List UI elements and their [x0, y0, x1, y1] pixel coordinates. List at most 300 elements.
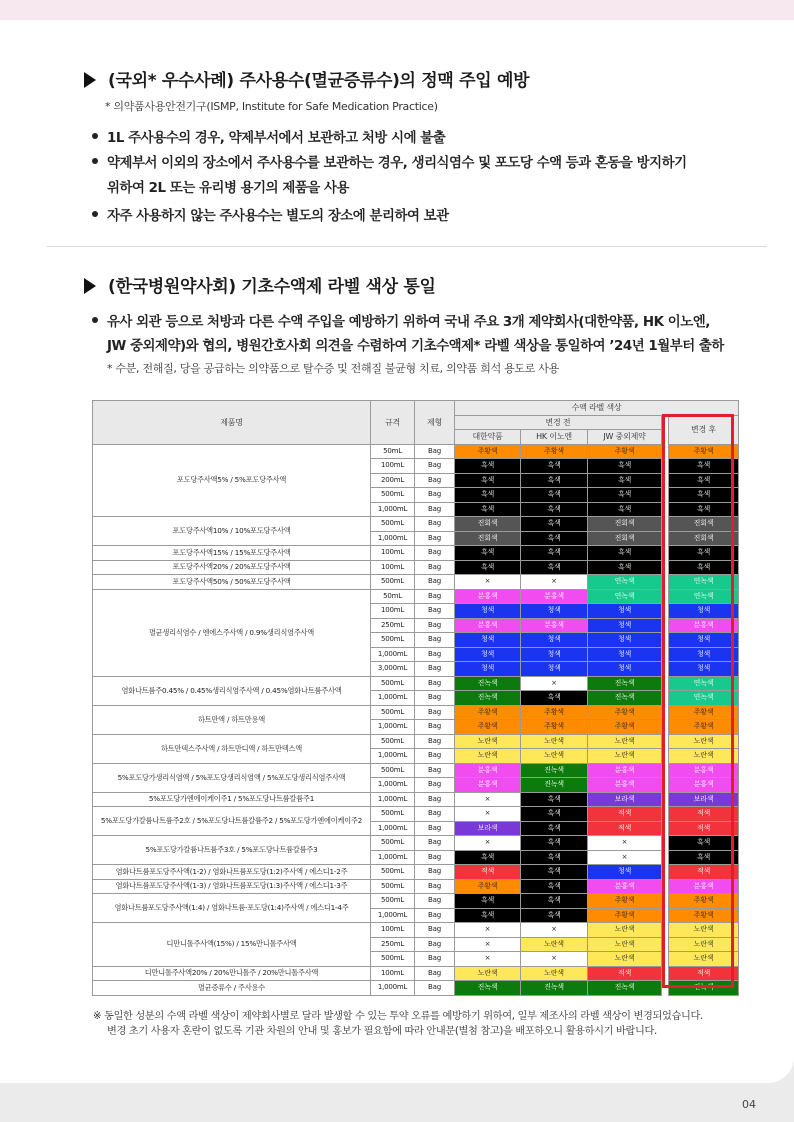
- before-color-cell: 노란색: [455, 734, 521, 749]
- before-color-cell: 청색: [588, 633, 662, 648]
- before-color-cell: 흑색: [521, 807, 588, 822]
- gap-cell: [662, 575, 669, 590]
- header-before: 변경 전: [455, 415, 662, 430]
- after-color-cell: 적색: [669, 865, 739, 880]
- before-color-cell: 진녹색: [521, 778, 588, 793]
- after-color-cell: 흑색: [669, 850, 739, 865]
- gap-cell: [662, 546, 669, 561]
- form-cell: Bag: [415, 589, 455, 604]
- form-cell: Bag: [415, 618, 455, 633]
- product-name-cell: 염화나트륨포도당주사액(1-3) / 염화나트륨포도당(1:3)주사액 / 에스디1-3주: [93, 879, 371, 894]
- before-color-cell: 흑색: [521, 865, 588, 880]
- triangle-bullet-icon: [84, 72, 96, 88]
- gap-cell: [662, 720, 669, 735]
- spec-cell: 100mL: [371, 459, 415, 474]
- form-cell: Bag: [415, 488, 455, 503]
- gap-cell: [662, 488, 669, 503]
- spec-cell: 500mL: [371, 517, 415, 532]
- before-color-cell: 흑색: [521, 879, 588, 894]
- table-row: [93, 836, 739, 851]
- before-color-cell: 진회색: [588, 517, 662, 532]
- before-color-cell: 보라색: [588, 792, 662, 807]
- after-color-cell: 청색: [669, 647, 739, 662]
- before-color-cell: 진녹색: [455, 691, 521, 706]
- form-cell: Bag: [415, 763, 455, 778]
- after-color-cell: 주황색: [669, 705, 739, 720]
- product-name-cell: 포도당주사액20% / 20%포도당주사액: [93, 560, 371, 575]
- triangle-bullet-icon: [84, 278, 96, 294]
- table-body: [93, 444, 739, 995]
- before-color-cell: 분홍색: [455, 778, 521, 793]
- after-color-cell: 분홍색: [669, 778, 739, 793]
- after-color-cell: 주황색: [669, 720, 739, 735]
- before-color-cell: 적색: [455, 865, 521, 880]
- spec-cell: 50mL: [371, 589, 415, 604]
- before-color-cell: 주황색: [588, 705, 662, 720]
- before-color-cell: 노란색: [455, 749, 521, 764]
- before-color-cell: 분홍색: [455, 618, 521, 633]
- spec-cell: 500mL: [371, 734, 415, 749]
- before-color-cell: 흑색: [455, 459, 521, 474]
- before-color-cell: 청색: [588, 618, 662, 633]
- before-color-cell: 흑색: [455, 850, 521, 865]
- gap-cell: [662, 792, 669, 807]
- after-color-cell: 흑색: [669, 546, 739, 561]
- before-color-cell: 흑색: [521, 488, 588, 503]
- before-color-cell: 흑색: [588, 546, 662, 561]
- spec-cell: 1,000mL: [371, 792, 415, 807]
- before-color-cell: 주황색: [455, 879, 521, 894]
- gap-cell: [662, 560, 669, 575]
- before-color-cell: 청색: [588, 647, 662, 662]
- before-color-cell: 청색: [521, 647, 588, 662]
- form-cell: Bag: [415, 792, 455, 807]
- spec-cell: 1,000mL: [371, 778, 415, 793]
- before-color-cell: 진녹색: [588, 981, 662, 996]
- product-name-cell: 하트만액 / 하트만용액: [93, 705, 371, 734]
- spec-cell: 1,000mL: [371, 821, 415, 836]
- product-name-cell: 염화나트륨포도당주사액(1:4) / 염화나트륨-포도당(1:4)주사액 / 에스디1-4주: [93, 894, 371, 923]
- table-row: [93, 966, 739, 981]
- spec-cell: 100mL: [371, 546, 415, 561]
- spec-cell: 500mL: [371, 807, 415, 822]
- table-row: [93, 444, 739, 459]
- before-color-cell: 흑색: [455, 502, 521, 517]
- before-color-cell: 흑색: [588, 502, 662, 517]
- after-color-cell: 흑색: [669, 488, 739, 503]
- spec-cell: 1,000mL: [371, 908, 415, 923]
- spec-cell: 1,000mL: [371, 981, 415, 996]
- before-color-cell: 노란색: [588, 923, 662, 938]
- before-color-cell: 청색: [521, 604, 588, 619]
- table-row: [93, 792, 739, 807]
- form-cell: Bag: [415, 604, 455, 619]
- before-color-cell: 흑색: [455, 546, 521, 561]
- section1-bullet-2: 약제부서 이외의 장소에서 주사용수를 보관하는 경우, 생리식염수 및 포도당 수액 등과 혼동을 방지하기: [92, 152, 687, 171]
- before-color-cell: 흑색: [521, 792, 588, 807]
- form-cell: Bag: [415, 778, 455, 793]
- spec-cell: 500mL: [371, 836, 415, 851]
- before-color-cell: 분홍색: [588, 879, 662, 894]
- before-color-cell: 노란색: [588, 937, 662, 952]
- gap-cell: [662, 763, 669, 778]
- gap-cell: [662, 473, 669, 488]
- gap-cell: [662, 734, 669, 749]
- section1-bullet-1: 1L 주사용수의 경우, 약제부서에서 보관하고 처방 시에 불출: [92, 127, 445, 146]
- product-name-cell: 하트만덱스주사액 / 하트만디액 / 하트만덱스액: [93, 734, 371, 763]
- after-color-cell: 적색: [669, 966, 739, 981]
- after-color-cell: 노란색: [669, 749, 739, 764]
- before-color-cell: 주황색: [588, 444, 662, 459]
- gap-cell: [662, 821, 669, 836]
- before-color-cell: 노란색: [455, 966, 521, 981]
- product-name-cell: 포도당주사액15% / 15%포도당주사액: [93, 546, 371, 561]
- form-cell: Bag: [415, 807, 455, 822]
- spec-cell: 500mL: [371, 488, 415, 503]
- form-cell: Bag: [415, 633, 455, 648]
- page-number: 04: [742, 1098, 756, 1111]
- product-name-cell: 5%포도당가칼륨나트륨주2호 / 5%포도당나트륨칼륨주2 / 5%포도당가엔에이케이주2: [93, 807, 371, 836]
- after-color-cell: 흑색: [669, 560, 739, 575]
- gap-cell: [662, 807, 669, 822]
- gap-cell: [662, 749, 669, 764]
- spec-cell: 200mL: [371, 473, 415, 488]
- table-row: [93, 734, 739, 749]
- before-color-cell: 노란색: [521, 749, 588, 764]
- spec-cell: 1,000mL: [371, 720, 415, 735]
- before-color-cell: 흑색: [521, 894, 588, 909]
- before-color-cell: ×: [455, 807, 521, 822]
- table-row: [93, 546, 739, 561]
- product-name-cell: 염화나트륨포도당주사액(1-2) / 염화나트륨포도당(1:2)주사액 / 에스디1-2주: [93, 865, 371, 880]
- form-cell: Bag: [415, 502, 455, 517]
- gap-cell: [662, 676, 669, 691]
- after-color-cell: 청색: [669, 604, 739, 619]
- after-color-cell: 청색: [669, 662, 739, 677]
- before-color-cell: 분홍색: [588, 778, 662, 793]
- form-cell: Bag: [415, 734, 455, 749]
- after-color-cell: 흑색: [669, 502, 739, 517]
- before-color-cell: ×: [455, 937, 521, 952]
- gap-cell: [662, 923, 669, 938]
- spec-cell: 100mL: [371, 966, 415, 981]
- spec-cell: 1,000mL: [371, 691, 415, 706]
- before-color-cell: 노란색: [521, 937, 588, 952]
- gap-cell: [662, 937, 669, 952]
- before-color-cell: 흑색: [455, 560, 521, 575]
- after-color-cell: 흑색: [669, 473, 739, 488]
- bullet-dot-icon: [92, 133, 98, 139]
- spec-cell: 500mL: [371, 879, 415, 894]
- form-cell: Bag: [415, 966, 455, 981]
- before-color-cell: 주황색: [521, 720, 588, 735]
- before-color-cell: 청색: [521, 633, 588, 648]
- label-color-table: [92, 400, 739, 996]
- product-name-cell: 염화나트륨주0.45% / 0.45%생리식염주사액 / 0.45%염화나트륨주사액: [93, 676, 371, 705]
- gap-cell: [662, 966, 669, 981]
- spec-cell: 500mL: [371, 676, 415, 691]
- after-color-cell: 분홍색: [669, 618, 739, 633]
- form-cell: Bag: [415, 952, 455, 967]
- gap-cell: [662, 589, 669, 604]
- before-color-cell: 보라색: [455, 821, 521, 836]
- after-color-cell: 진회색: [669, 531, 739, 546]
- before-color-cell: 흑색: [588, 473, 662, 488]
- header-form: 제형: [415, 401, 455, 445]
- before-color-cell: 흑색: [521, 459, 588, 474]
- product-name-cell: 5%포도당가칼륨나트륨주3호 / 5%포도당나트륨칼륨주3: [93, 836, 371, 865]
- before-color-cell: 흑색: [455, 908, 521, 923]
- bullet-dot-icon: [92, 158, 98, 164]
- before-color-cell: 진녹색: [588, 691, 662, 706]
- spec-cell: 100mL: [371, 923, 415, 938]
- gap-cell: [662, 618, 669, 633]
- spec-cell: 500mL: [371, 705, 415, 720]
- header-company-3: JW 중외제약: [588, 430, 662, 445]
- after-color-cell: 보라색: [669, 792, 739, 807]
- gap-cell: [662, 981, 669, 996]
- form-cell: Bag: [415, 923, 455, 938]
- after-color-cell: 노란색: [669, 952, 739, 967]
- bullet-dot-icon: [92, 317, 98, 323]
- after-color-cell: 진녹색: [669, 981, 739, 996]
- table-row: [93, 575, 739, 590]
- before-color-cell: 흑색: [521, 473, 588, 488]
- form-cell: Bag: [415, 575, 455, 590]
- section2-title-text: (한국병원약사회) 기초수액제 라벨 색상 통일: [108, 277, 436, 297]
- gap-cell: [662, 879, 669, 894]
- spec-cell: 1,000mL: [371, 531, 415, 546]
- gap-cell: [662, 836, 669, 851]
- form-cell: Bag: [415, 850, 455, 865]
- before-color-cell: 분홍색: [588, 763, 662, 778]
- before-color-cell: 청색: [455, 662, 521, 677]
- after-color-cell: 흑색: [669, 836, 739, 851]
- before-color-cell: ×: [521, 575, 588, 590]
- before-color-cell: 진녹색: [588, 676, 662, 691]
- before-color-cell: 분홍색: [521, 589, 588, 604]
- gap-cell: [662, 778, 669, 793]
- after-color-cell: 연녹색: [669, 589, 739, 604]
- spec-cell: 1,000mL: [371, 749, 415, 764]
- table-row: [93, 894, 739, 909]
- before-color-cell: 흑색: [588, 488, 662, 503]
- form-cell: Bag: [415, 647, 455, 662]
- section1-title-text: (국외* 우수사례) 주사용수(멸균증류수)의 정맥 주입 예방: [108, 71, 530, 91]
- spec-cell: 50mL: [371, 444, 415, 459]
- before-color-cell: ×: [521, 923, 588, 938]
- form-cell: Bag: [415, 836, 455, 851]
- section2-bullet-1-cont: JW 중외제약)와 협의, 병원간호사회 의견을 수렴하여 기초수액제* 라벨 색상을 통일하여 ’24년 1월부터 출하: [107, 339, 724, 354]
- spec-cell: 500mL: [371, 894, 415, 909]
- before-color-cell: 흑색: [521, 691, 588, 706]
- product-name-cell: 멸균증류수 / 주사용수: [93, 981, 371, 996]
- form-cell: Bag: [415, 662, 455, 677]
- spec-cell: 250mL: [371, 618, 415, 633]
- table-row: [93, 763, 739, 778]
- before-color-cell: ×: [521, 676, 588, 691]
- before-color-cell: 진회색: [588, 531, 662, 546]
- before-color-cell: 흑색: [521, 821, 588, 836]
- before-color-cell: 흑색: [588, 560, 662, 575]
- gap-cell: [662, 705, 669, 720]
- before-color-cell: 흑색: [455, 894, 521, 909]
- before-color-cell: 연녹색: [588, 575, 662, 590]
- section1-title: [84, 66, 529, 91]
- table-row: [93, 676, 739, 691]
- gap-cell: [662, 865, 669, 880]
- before-color-cell: 진녹색: [455, 981, 521, 996]
- footnote-line-2: 변경 초기 사용자 혼란이 없도록 기관 차원의 안내 및 홍보가 필요함에 따라 안내문(별첨 참고)을 배포하오니 활용하시기 바랍니다.: [107, 1026, 657, 1037]
- form-cell: Bag: [415, 865, 455, 880]
- before-color-cell: 노란색: [588, 749, 662, 764]
- table-row: [93, 923, 739, 938]
- spec-cell: 500mL: [371, 575, 415, 590]
- before-color-cell: 분홍색: [455, 589, 521, 604]
- spec-cell: 3,000mL: [371, 662, 415, 677]
- before-color-cell: ×: [455, 952, 521, 967]
- form-cell: Bag: [415, 444, 455, 459]
- product-name-cell: 5%포도당가엔에이케이주1 / 5%포도당나트륨칼륨주1: [93, 792, 371, 807]
- form-cell: Bag: [415, 459, 455, 474]
- section2-note: * 수분, 전해질, 당을 공급하는 의약품으로 탈수증 및 전해질 불균형 치료, 의약품 희석 용도로 사용: [107, 362, 559, 375]
- gap-cell: [662, 531, 669, 546]
- product-name-cell: 멸균생리식염수 / 엔에스주사액 / 0.9%생리식염주사액: [93, 589, 371, 676]
- bullet-dot-icon: [92, 211, 98, 217]
- header-company-1: 대한약품: [455, 430, 521, 445]
- form-cell: Bag: [415, 517, 455, 532]
- before-color-cell: 흑색: [455, 488, 521, 503]
- before-color-cell: 주황색: [455, 444, 521, 459]
- gap-cell: [662, 459, 669, 474]
- form-cell: Bag: [415, 691, 455, 706]
- before-color-cell: 청색: [588, 604, 662, 619]
- gap-cell: [662, 517, 669, 532]
- spec-cell: 1,000mL: [371, 850, 415, 865]
- before-color-cell: 진녹색: [521, 763, 588, 778]
- before-color-cell: 흑색: [521, 850, 588, 865]
- before-color-cell: 분홍색: [521, 618, 588, 633]
- before-color-cell: 노란색: [521, 734, 588, 749]
- before-color-cell: 주황색: [588, 720, 662, 735]
- before-color-cell: 흑색: [521, 517, 588, 532]
- form-cell: Bag: [415, 879, 455, 894]
- before-color-cell: 진녹색: [455, 676, 521, 691]
- section1-bullet-3: 자주 사용하지 않는 주사용수는 별도의 장소에 분리하여 보관: [92, 205, 449, 224]
- form-cell: Bag: [415, 821, 455, 836]
- after-color-cell: 노란색: [669, 923, 739, 938]
- after-color-cell: 진회색: [669, 517, 739, 532]
- after-color-cell: 주황색: [669, 908, 739, 923]
- before-color-cell: 노란색: [588, 952, 662, 967]
- after-color-cell: 청색: [669, 633, 739, 648]
- before-color-cell: 적색: [588, 966, 662, 981]
- before-color-cell: 주황색: [455, 705, 521, 720]
- table-row: [93, 589, 739, 604]
- before-color-cell: 적색: [588, 821, 662, 836]
- product-name-cell: 디만니톨주사액20% / 20%만니톨주 / 20%만니톨주사액: [93, 966, 371, 981]
- label-color-table-wrap: [92, 400, 739, 996]
- before-color-cell: 청색: [588, 662, 662, 677]
- before-color-cell: 흑색: [455, 473, 521, 488]
- after-color-cell: 분홍색: [669, 879, 739, 894]
- before-color-cell: ×: [521, 952, 588, 967]
- product-name-cell: 5%포도당가생리식염액 / 5%포도당생리식염액 / 5%포도당생리식염주사액: [93, 763, 371, 792]
- before-color-cell: 청색: [455, 604, 521, 619]
- after-color-cell: 연녹색: [669, 575, 739, 590]
- before-color-cell: 흑색: [521, 560, 588, 575]
- footnote-line-1: ※ 동일한 성분의 수액 라벨 색상이 제약회사별로 달라 발생할 수 있는 투약 오류를 예방하기 위하여, 일부 제조사의 라벨 색상이 변경되었습니다.: [93, 1011, 703, 1022]
- form-cell: Bag: [415, 531, 455, 546]
- before-color-cell: 주황색: [588, 894, 662, 909]
- after-color-cell: 분홍색: [669, 763, 739, 778]
- gap-cell: [662, 662, 669, 677]
- spec-cell: 100mL: [371, 604, 415, 619]
- product-name-cell: 디만니톨주사액(15%) / 15%만니톨주사액: [93, 923, 371, 967]
- spec-cell: 1,000mL: [371, 647, 415, 662]
- before-color-cell: 적색: [588, 807, 662, 822]
- before-color-cell: 청색: [588, 865, 662, 880]
- before-color-cell: 노란색: [588, 734, 662, 749]
- after-color-cell: 연녹색: [669, 676, 739, 691]
- before-color-cell: 진회색: [455, 517, 521, 532]
- spec-cell: 500mL: [371, 763, 415, 778]
- spec-cell: 250mL: [371, 937, 415, 952]
- before-color-cell: 흑색: [521, 502, 588, 517]
- form-cell: Bag: [415, 720, 455, 735]
- product-name-cell: 포도당주사액10% / 10%포도당주사액: [93, 517, 371, 546]
- spec-cell: 1,000mL: [371, 502, 415, 517]
- table-row: [93, 981, 739, 996]
- table-row: [93, 517, 739, 532]
- before-color-cell: ×: [455, 792, 521, 807]
- before-color-cell: 청색: [455, 633, 521, 648]
- section-divider: [47, 246, 767, 247]
- form-cell: Bag: [415, 981, 455, 996]
- gap-cell: [662, 444, 669, 459]
- form-cell: Bag: [415, 705, 455, 720]
- before-color-cell: 흑색: [521, 908, 588, 923]
- form-cell: Bag: [415, 894, 455, 909]
- spec-cell: 100mL: [371, 560, 415, 575]
- after-color-cell: 주황색: [669, 444, 739, 459]
- product-name-cell: 포도당주사액50% / 50%포도당주사액: [93, 575, 371, 590]
- header-after: 변경 후: [669, 415, 739, 444]
- before-color-cell: 주황색: [588, 908, 662, 923]
- before-color-cell: ×: [588, 836, 662, 851]
- before-color-cell: 진녹색: [521, 981, 588, 996]
- before-color-cell: 흑색: [588, 459, 662, 474]
- table-row: [93, 865, 739, 880]
- gap-cell: [662, 502, 669, 517]
- table-header: [93, 401, 739, 445]
- form-cell: Bag: [415, 473, 455, 488]
- after-color-cell: 노란색: [669, 937, 739, 952]
- before-color-cell: 주황색: [521, 705, 588, 720]
- before-color-cell: 진회색: [455, 531, 521, 546]
- gap-cell: [662, 604, 669, 619]
- gap-cell: [662, 647, 669, 662]
- section2-title: [84, 272, 436, 297]
- before-color-cell: 주황색: [455, 720, 521, 735]
- section2-bullet-1: 유사 외관 등으로 처방과 다른 수액 주입을 예방하기 위하여 국내 주요 3개 제약회사(대한약품, HK 이노엔,: [92, 311, 710, 330]
- before-color-cell: 흑색: [521, 531, 588, 546]
- header-label-color: 수액 라벨 색상: [455, 401, 739, 416]
- before-color-cell: 주황색: [521, 444, 588, 459]
- table-row: [93, 560, 739, 575]
- spec-cell: 500mL: [371, 865, 415, 880]
- after-color-cell: 적색: [669, 807, 739, 822]
